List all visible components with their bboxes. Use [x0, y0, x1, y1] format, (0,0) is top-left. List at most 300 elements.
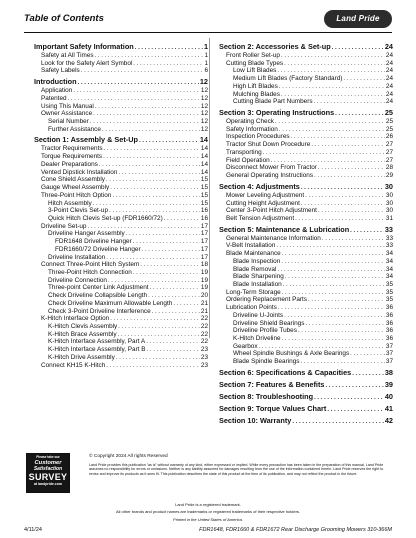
toc-page-number: 14 — [200, 168, 208, 176]
toc-leader-dots — [118, 170, 200, 178]
toc-entry[interactable] — [34, 346, 208, 354]
toc-entry-title: Using This Manual — [41, 102, 94, 110]
trademark-notice-other: All other brands and product names are trademarks or registered trademarks of their respective holders. — [115, 509, 301, 514]
toc-entry[interactable] — [34, 67, 208, 75]
toc-entry-title: Hitch Assembly — [48, 199, 92, 207]
toc-entry[interactable] — [219, 335, 393, 343]
toc-entry[interactable] — [219, 273, 393, 281]
toc-leader-dots — [282, 251, 385, 259]
toc-entry[interactable] — [34, 292, 208, 300]
toc-entry-title: Low Lift Blades — [233, 67, 277, 75]
toc-leader-dots — [318, 165, 385, 173]
toc-page-number: 36 — [385, 311, 393, 319]
toc-entry[interactable] — [34, 192, 208, 200]
toc-section-entry[interactable] — [34, 42, 208, 52]
toc-entry[interactable] — [219, 52, 393, 60]
toc-entry[interactable] — [219, 304, 393, 312]
toc-page-number: 26 — [385, 133, 393, 141]
trademark-notice: Land Pride is a registered trademark. — [175, 502, 241, 507]
brand-logo: Land Pride — [324, 10, 392, 28]
toc-leader-dots — [300, 359, 384, 367]
toc-page-number: 41 — [384, 403, 393, 413]
toc-page-number: 24 — [385, 98, 393, 106]
toc-page-number: 1 — [204, 52, 208, 59]
toc-entry[interactable] — [34, 254, 208, 262]
toc-leader-dots — [81, 68, 204, 76]
toc-entry[interactable] — [34, 308, 208, 316]
toc-entry[interactable] — [219, 75, 393, 83]
toc-page-number: 30 — [384, 181, 393, 191]
toc-entry-title: Three-Point Hitch Option — [41, 191, 112, 199]
toc-entry-title: Tractor Requirements — [41, 145, 103, 153]
toc-page-number: 12 — [200, 118, 208, 126]
toc-entry-title: Front Roller Set-up — [226, 52, 280, 59]
toc-page-number: 37 — [385, 342, 393, 350]
toc-leader-dots — [350, 226, 384, 236]
toc-page-number: 23 — [200, 361, 208, 369]
toc-section-entry[interactable] — [219, 380, 393, 390]
toc-entry[interactable] — [219, 358, 393, 366]
toc-entry-title: V-Belt Installation — [226, 242, 276, 250]
toc-leader-dots — [318, 208, 385, 216]
toc-page-number: 34 — [385, 273, 393, 281]
toc-entry[interactable] — [34, 338, 208, 346]
toc-entry[interactable] — [34, 184, 208, 192]
toc-entry-title: Patented — [41, 94, 67, 102]
toc-entry-title: Section 3: Operating Instructions — [219, 108, 335, 118]
toc-entry[interactable] — [219, 126, 393, 134]
toc-entry-title: Driveline U-Joints — [233, 311, 284, 319]
toc-page-number: 15 — [200, 191, 208, 199]
toc-entry-title: Cutting Blade Part Numbers — [233, 98, 313, 106]
toc-leader-dots — [325, 381, 383, 391]
toc-section-entry[interactable] — [219, 416, 393, 426]
toc-entry-title: Dealer Preparations — [41, 160, 98, 168]
toc-page-number: 14 — [200, 153, 208, 161]
toc-section-entry[interactable] — [219, 108, 393, 118]
toc-page-number: 24 — [385, 75, 393, 83]
toc-leader-dots — [285, 274, 385, 282]
toc-entry[interactable] — [34, 153, 208, 161]
toc-entry[interactable] — [34, 261, 208, 269]
toc-leader-dots — [139, 136, 199, 146]
toc-page-number: 24 — [384, 42, 393, 51]
copyright-notice: © Copyright 2024 All rights Reserved — [89, 454, 168, 459]
toc-page-number: 1 — [204, 59, 208, 67]
toc-page-number: 37 — [385, 350, 393, 358]
toc-entry-title: Operating Check — [226, 118, 274, 126]
toc-page-number: 30 — [385, 199, 393, 207]
survey-line-3: Customer — [34, 460, 62, 466]
toc-entry[interactable] — [34, 95, 208, 103]
toc-entry[interactable] — [34, 315, 208, 323]
toc-page-number: 34 — [385, 257, 393, 265]
toc-page-number: 17 — [200, 245, 208, 253]
toc-leader-dots — [278, 305, 385, 313]
toc-entry-title: FDR1648 Driveline Hanger — [55, 238, 132, 246]
survey-line-4: Satisfaction — [33, 466, 63, 472]
toc-entry[interactable] — [219, 149, 393, 157]
toc-entry[interactable] — [219, 258, 393, 266]
toc-entry-title: High Lift Blades — [233, 82, 278, 90]
toc-entry[interactable] — [219, 172, 393, 180]
toc-entry[interactable] — [34, 246, 208, 254]
toc-page-number: 35 — [385, 280, 393, 288]
toc-section-entry[interactable] — [219, 368, 393, 378]
toc-leader-dots — [133, 61, 203, 69]
toc-entry[interactable] — [219, 343, 393, 351]
toc-leader-dots — [106, 177, 200, 185]
toc-entry-title: General Operating Instructions — [226, 172, 314, 180]
toc-entry[interactable] — [34, 169, 208, 177]
toc-entry-title: Mower Leveling Adjustment — [226, 191, 305, 199]
toc-entry[interactable] — [34, 126, 208, 134]
toc-leader-dots — [282, 336, 385, 344]
toc-entry[interactable] — [34, 161, 208, 169]
toc-entry-title: K-Hitch Interface Assembly, Part A — [48, 338, 146, 346]
column-divider — [209, 38, 210, 338]
toc-section-entry[interactable] — [219, 42, 393, 52]
toc-entry-title: K-Hitch Driveline — [233, 335, 281, 342]
toc-leader-dots — [322, 236, 385, 244]
toc-entry[interactable] — [34, 323, 208, 331]
toc-entry[interactable] — [219, 281, 393, 289]
toc-entry[interactable] — [219, 118, 393, 126]
toc-page-number: 24 — [385, 67, 393, 75]
toc-leader-dots — [133, 239, 200, 247]
toc-entry-title: Section 5: Maintenance & Lubrication — [219, 224, 350, 234]
toc-leader-dots — [150, 285, 200, 293]
toc-entry[interactable] — [219, 207, 393, 215]
toc-entry[interactable] — [219, 250, 393, 258]
toc-leader-dots — [305, 321, 384, 329]
toc-leader-dots — [78, 78, 199, 88]
toc-page-number: 14 — [200, 160, 208, 168]
toc-entry[interactable] — [219, 164, 393, 172]
toc-leader-dots — [327, 405, 384, 415]
toc-entry[interactable] — [219, 350, 393, 358]
toc-entry[interactable] — [34, 207, 208, 215]
toc-page-number: 22 — [200, 323, 208, 330]
toc-entry[interactable] — [34, 362, 208, 370]
toc-entry-title: Section 10: Warranty — [219, 415, 292, 425]
toc-entry-title: Check Driveline Maximum Allowable Length — [48, 299, 173, 307]
toc-page-number: 21 — [200, 299, 208, 307]
toc-leader-dots — [314, 173, 385, 181]
toc-entry[interactable] — [34, 354, 208, 362]
toc-leader-dots — [73, 88, 200, 96]
toc-entry-title: K-Hitch Interface Option — [41, 315, 110, 323]
toc-page-number: 12 — [199, 77, 208, 87]
toc-section-entry[interactable] — [219, 225, 393, 235]
toc-page-number: 12 — [200, 110, 208, 118]
toc-right-column — [219, 42, 393, 426]
toc-page-number: 27 — [385, 156, 393, 164]
toc-entry-title: Three-Point Hitch Connection — [48, 268, 132, 276]
toc-entry-title: Tractor Shut Down Procedure — [226, 141, 311, 149]
toc-entry-title: Vented Dipstick Installation — [41, 168, 118, 176]
toc-entry[interactable] — [34, 200, 208, 208]
toc-entry-title: Transporting — [226, 148, 262, 156]
toc-entry-title: Section 9: Torque Values Chart — [219, 403, 327, 413]
toc-page-number: 21 — [200, 307, 208, 315]
toc-section-entry[interactable] — [34, 77, 208, 87]
toc-leader-dots — [147, 347, 200, 355]
toc-leader-dots — [110, 316, 200, 324]
toc-entry-title: Gauge Wheel Assembly — [41, 184, 110, 192]
toc-leader-dots — [292, 417, 384, 427]
toc-page-number: 39 — [384, 379, 393, 389]
toc-entry[interactable] — [34, 230, 208, 238]
toc-leader-dots — [284, 61, 385, 69]
toc-entry-title: Three-point Center Link Adjustment — [48, 284, 149, 292]
toc-leader-dots — [311, 142, 385, 150]
toc-leader-dots — [314, 99, 385, 107]
toc-entry[interactable] — [219, 327, 393, 335]
toc-leader-dots — [295, 216, 385, 224]
toc-leader-dots — [335, 109, 384, 119]
toc-page-number: 14 — [199, 135, 208, 145]
toc-page-number: 20 — [200, 292, 208, 300]
toc-entry-title: Driveline Connection — [48, 276, 107, 284]
toc-entry-title: Ordering Replacement Parts — [226, 296, 307, 304]
toc-leader-dots — [126, 231, 200, 239]
toc-entry[interactable] — [219, 192, 393, 200]
toc-entry-title: Blade Inspection — [233, 257, 281, 265]
toc-entry-title: Long-Term Storage — [226, 288, 281, 296]
toc-page-number: 19 — [200, 268, 208, 276]
toc-entry-title: Check Driveline Collapsible Length — [48, 292, 148, 300]
toc-page-number: 36 — [385, 304, 393, 312]
toc-entry-title: Driveline Profile Tubes — [233, 327, 297, 335]
toc-leader-dots — [164, 216, 200, 224]
toc-entry[interactable] — [34, 110, 208, 118]
toc-entry[interactable] — [219, 289, 393, 297]
toc-leader-dots — [93, 111, 200, 119]
toc-page-number: 15 — [200, 199, 208, 207]
toc-entry[interactable] — [34, 176, 208, 184]
toc-page-number: 23 — [200, 353, 208, 361]
toc-entry[interactable] — [219, 98, 393, 106]
toc-section-entry[interactable] — [219, 392, 393, 402]
toc-page-number: 25 — [385, 118, 393, 126]
toc-entry-title: Important Safety Information — [34, 42, 134, 51]
toc-leader-dots — [146, 339, 200, 347]
toc-entry[interactable] — [219, 141, 393, 149]
toc-entry[interactable] — [219, 266, 393, 274]
toc-entry-title: Disconnect Mower From Tractor — [226, 164, 317, 172]
toc-section-entry[interactable] — [219, 404, 393, 414]
toc-leader-dots — [106, 363, 200, 371]
toc-page-number: 36 — [385, 335, 393, 342]
toc-entry-title: Field Operation — [226, 156, 270, 164]
toc-entry-title: Section 6: Specifications & Capacities — [219, 367, 352, 377]
toc-entry[interactable] — [219, 133, 393, 141]
toc-page-number: 22 — [200, 338, 208, 346]
toc-entry-title: Cone Shield Assembly — [41, 176, 105, 184]
toc-entry[interactable] — [34, 277, 208, 285]
survey-line-6[interactable]: at landpride.com — [33, 482, 62, 486]
toc-section-entry[interactable] — [219, 182, 393, 192]
toc-leader-dots — [93, 201, 200, 209]
toc-page-number: 1 — [203, 42, 208, 51]
toc-entry[interactable] — [219, 60, 393, 68]
survey-badge[interactable] — [26, 453, 70, 493]
toc-page-number: 40 — [384, 391, 393, 401]
toc-entry-title: Blade Removal — [233, 265, 277, 273]
toc-entry-title: Driveline Set-up — [41, 222, 87, 230]
toc-entry[interactable] — [219, 312, 393, 320]
toc-entry-title: Safety at All Times — [41, 52, 94, 59]
toc-entry-title: 3-Point Clevis Set-up — [48, 207, 109, 215]
toc-entry-title: Torque Requirements — [41, 153, 103, 161]
toc-page-number: 12 — [200, 102, 208, 110]
toc-page-number: 27 — [385, 141, 393, 149]
toc-leader-dots — [275, 119, 385, 127]
toc-entry-title: Serial Number — [48, 118, 89, 126]
toc-entry[interactable] — [219, 200, 393, 208]
toc-page-number: 33 — [385, 242, 393, 250]
toc-entry[interactable] — [34, 103, 208, 111]
toc-entry-title: Check 3-Point Driveline Interference — [48, 307, 151, 315]
toc-leader-dots — [102, 127, 200, 135]
toc-page-number: 24 — [385, 82, 393, 90]
toc-leader-dots — [263, 150, 385, 158]
toc-leader-dots — [281, 53, 385, 61]
toc-entry[interactable] — [34, 223, 208, 231]
toc-page-number: 17 — [200, 253, 208, 261]
toc-entry-title: Quick Hitch Clevis Set-up (FDR1660/72) — [48, 214, 163, 222]
header-rule — [24, 32, 392, 33]
toc-entry[interactable] — [34, 284, 208, 292]
toc-leader-dots — [276, 243, 385, 251]
toc-leader-dots — [112, 193, 200, 201]
toc-entry[interactable] — [219, 235, 393, 243]
toc-entry[interactable] — [34, 87, 208, 95]
footer-date: 4/11/24 — [24, 527, 42, 533]
toc-leader-dots — [118, 324, 200, 332]
toc-entry-title: Section 2: Accessories & Set-up — [219, 42, 331, 51]
toc-leader-dots — [173, 301, 200, 309]
toc-page-number: 35 — [385, 296, 393, 304]
toc-page-number: 15 — [200, 176, 208, 184]
toc-page-number: 19 — [200, 276, 208, 284]
toc-entry[interactable] — [34, 60, 208, 68]
toc-entry[interactable] — [34, 269, 208, 277]
toc-page-number: 12 — [200, 94, 208, 102]
toc-page-number: 19 — [200, 284, 208, 292]
toc-page-number: 17 — [200, 222, 208, 230]
toc-page-number: 25 — [384, 108, 393, 118]
toc-entry-title: Cutting Blade Types — [226, 59, 284, 67]
toc-page-number: 12 — [200, 125, 208, 133]
toc-leader-dots — [283, 282, 385, 290]
toc-entry-title: Blade Sharpening — [233, 273, 284, 281]
toc-entry[interactable] — [219, 215, 393, 223]
toc-page-number: 33 — [384, 224, 393, 234]
toc-leader-dots — [279, 84, 385, 92]
toc-entry-title: General Maintenance Information — [226, 234, 321, 242]
toc-entry[interactable] — [219, 91, 393, 99]
toc-entry-title: Owner Assistance — [41, 110, 93, 118]
toc-page-number: 37 — [385, 358, 393, 366]
toc-leader-dots — [350, 351, 385, 359]
toc-entry-title: K-Hitch Brace Assembly — [48, 330, 117, 338]
toc-entry[interactable] — [219, 320, 393, 328]
disclaimer-text: Land Pride provides this publication "as is" without warranty of any kind, either expressed or implied. While every precaution has been taken in the preparation of this manual, Land Pride assumes no responsibility for errors or omissions. Neither is any liability assumed for damages resulting from the use of the information contained herein. Land Pride reserves the right to revise and improve its products as it sees fit. This publication describes the state of this product at the time of its publication, and may not reflect the product in the future. — [89, 463, 384, 476]
toc-leader-dots — [104, 146, 200, 154]
toc-entry-title: K-Hitch Clevis Assembly — [48, 323, 118, 330]
toc-page-number: 6 — [204, 67, 208, 75]
toc-entry-title: Lubrication Points — [226, 304, 277, 312]
toc-page-number: 18 — [200, 261, 208, 269]
toc-leader-dots — [135, 43, 203, 53]
toc-entry-title: Look for the Safety Alert Symbol — [41, 59, 133, 67]
toc-entry-title: Safety Labels — [41, 67, 80, 75]
toc-page-number: 22 — [200, 330, 208, 338]
toc-entry-title: Belt Tension Adjustment — [226, 214, 295, 222]
toc-page-number: 14 — [200, 145, 208, 153]
toc-page-number: 24 — [385, 90, 393, 98]
toc-page-number: 25 — [385, 125, 393, 133]
toc-page-number: 27 — [385, 148, 393, 156]
toc-leader-dots — [152, 309, 200, 317]
toc-leader-dots — [332, 43, 384, 53]
toc-entry-title: Section 4: Adjustments — [219, 181, 300, 191]
toc-leader-dots — [301, 183, 384, 193]
toc-section-entry[interactable] — [34, 135, 208, 145]
toc-page-number: 30 — [385, 207, 393, 215]
toc-entry-title: Mulching Blades — [233, 90, 280, 98]
toc-leader-dots — [279, 127, 385, 135]
toc-leader-dots — [277, 267, 385, 275]
toc-entry-title: Medium Lift Blades (Factory Standard) — [233, 75, 343, 83]
toc-entry[interactable] — [34, 145, 208, 153]
page-title: Table of Contents — [24, 13, 104, 24]
footer-model: FDR1648, FDR1660 & FDR1672 Rear Discharge Grooming Mowers 310-366M — [199, 527, 392, 533]
toc-entry[interactable] — [219, 157, 393, 165]
toc-entry[interactable] — [219, 83, 393, 91]
toc-leader-dots — [142, 247, 200, 255]
toc-entry-title: Section 1: Assembly & Set-Up — [34, 135, 138, 145]
toc-leader-dots — [308, 297, 385, 305]
toc-entry[interactable] — [34, 238, 208, 246]
toc-page-number: 22 — [200, 315, 208, 323]
toc-entry[interactable] — [34, 331, 208, 339]
toc-entry-title: Introduction — [34, 77, 77, 87]
toc-page-number: 33 — [385, 234, 393, 242]
toc-page-number: 24 — [385, 59, 393, 67]
toc-entry-title: Inspection Procedures — [226, 133, 290, 141]
toc-page-number: 38 — [384, 367, 393, 377]
toc-page-number: 16 — [200, 207, 208, 215]
toc-entry[interactable] — [34, 52, 208, 60]
toc-page-number: 29 — [385, 172, 393, 180]
toc-entry[interactable] — [34, 300, 208, 308]
toc-entry[interactable] — [219, 67, 393, 75]
toc-entry-title: Blade Installation — [233, 280, 282, 288]
toc-entry[interactable] — [34, 215, 208, 223]
toc-page-number: 17 — [200, 230, 208, 238]
toc-entry-title: Connect KH15 K-Hitch — [41, 361, 106, 369]
toc-entry-title: Blade Maintenance — [226, 250, 281, 258]
toc-entry[interactable] — [219, 242, 393, 250]
toc-entry[interactable] — [34, 118, 208, 126]
toc-leader-dots — [352, 369, 384, 379]
toc-entry[interactable] — [219, 296, 393, 304]
toc-entry-title: Application — [41, 87, 73, 95]
toc-page-number: 30 — [385, 191, 393, 199]
